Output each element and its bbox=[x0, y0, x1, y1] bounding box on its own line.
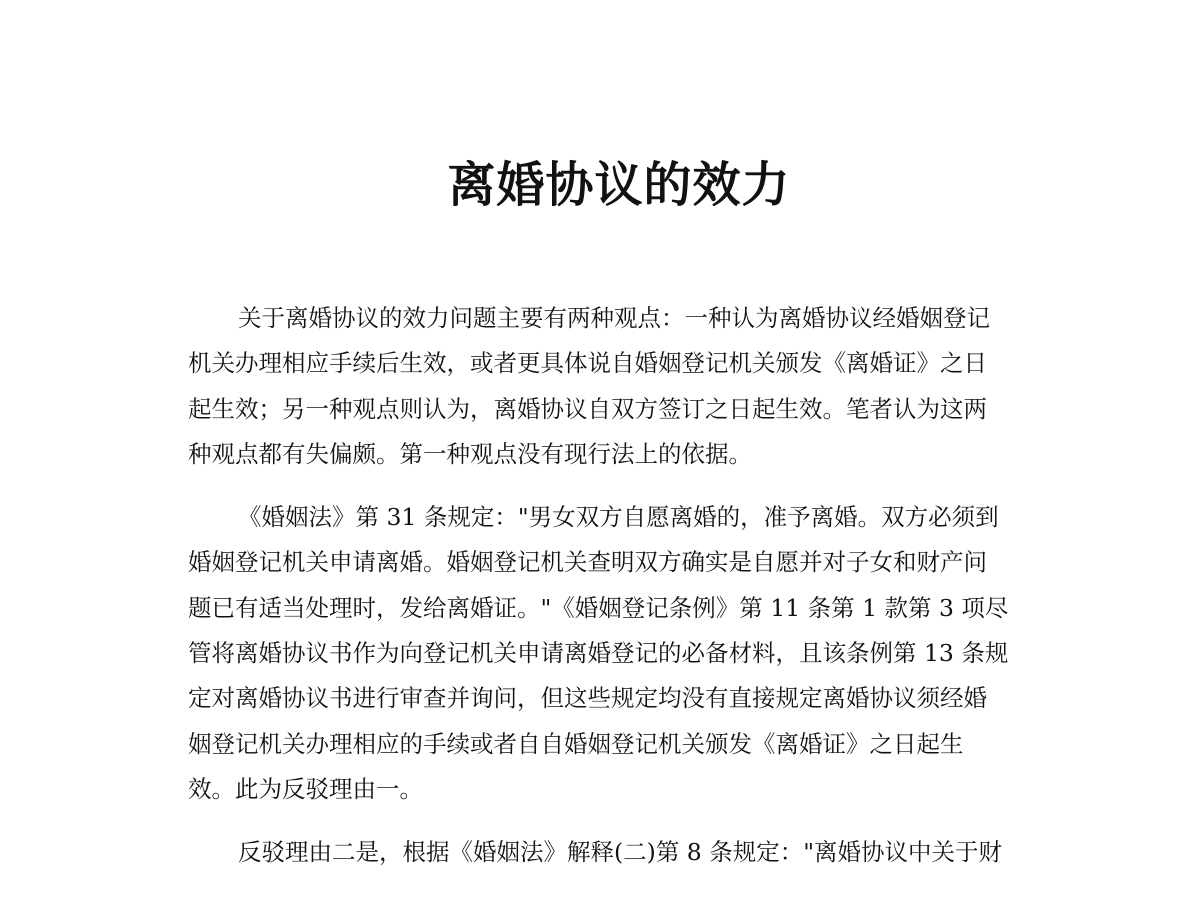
document-body bbox=[188, 296, 1052, 876]
paragraph-3 bbox=[188, 830, 1052, 875]
text-line: 管将离婚协议书作为向登记机关申请离婚登记的必备材料，且该条例第 13 条规 bbox=[188, 639, 1009, 668]
text-line: 《婚姻法》第 31 条规定："男女双方自愿离婚的，准予离婚。双方必须到 bbox=[238, 503, 999, 532]
paragraph-2 bbox=[188, 495, 1052, 812]
text-line: 种观点都有失偏颇。第一种观点没有现行法上的依据。 bbox=[188, 439, 752, 468]
text-line: 关于离婚协议的效力问题主要有两种观点：一种认为离婚协议经婚姻登记 bbox=[238, 304, 990, 332]
text-line: 起生效；另一种观点则认为，离婚协议自双方签订之日起生效。笔者认为这两 bbox=[188, 394, 987, 423]
text-line: 婚姻登记机关申请离婚。婚姻登记机关查明双方确实是自愿并对子女和财产问 bbox=[188, 548, 987, 577]
paragraph-1 bbox=[188, 296, 1052, 477]
text-line: 机关办理相应手续后生效，或者更具体说自婚姻登记机关颁发《离婚证》之日 bbox=[188, 349, 987, 378]
text-line: 效。此为反驳理由一。 bbox=[188, 774, 423, 803]
text-line: 题已有适当处理时，发给离婚证。"《婚姻登记条例》第 11 条第 1 款第 3 项尽 bbox=[188, 593, 1009, 622]
text-line: 反驳理由二是，根据《婚姻法》解释(二)第 8 条规定："离婚协议中关于财 bbox=[238, 838, 1003, 867]
document-title: 离婚协议的效力 bbox=[447, 157, 791, 213]
text-line: 姻登记机关办理相应的手续或者自自婚姻登记机关颁发《离婚证》之日起生 bbox=[188, 729, 964, 758]
text-line: 定对离婚协议书进行审查并询问，但这些规定均没有直接规定离婚协议须经婚 bbox=[188, 684, 987, 713]
